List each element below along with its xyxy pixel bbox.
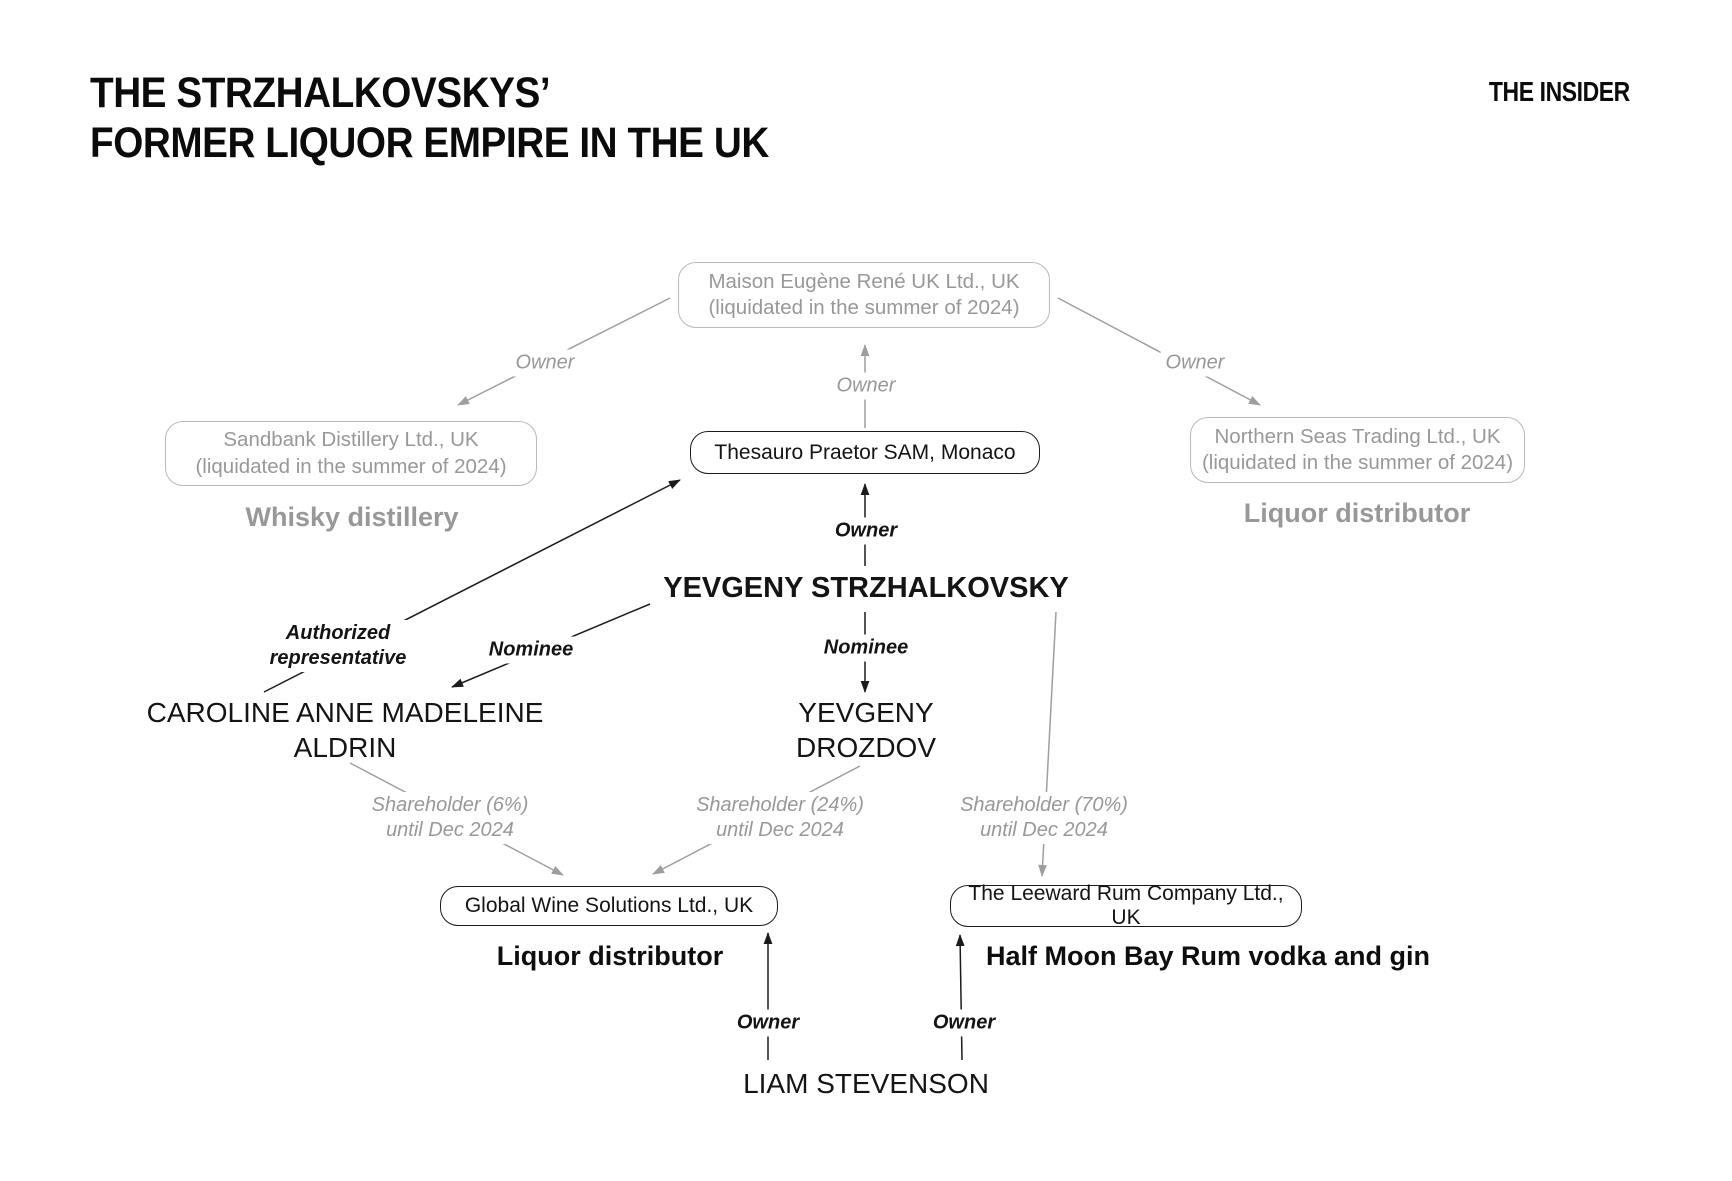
edge-label-shareholder-70-line-1: Shareholder (70%) [960,794,1128,816]
edge-label-owner-stevenson-leeward: Owner [928,1010,1000,1037]
edge-label-shareholder-6-line-2: until Dec 2024 [386,819,514,841]
person-aldrin-line-1: CAROLINE ANNE MADELEINE [146,697,544,728]
node-leeward-rum-company [950,882,1302,929]
page-title-line-1: THE STRZHALKOVSKYS’ [90,69,551,117]
node-thesauro-praetor [690,431,1040,474]
node-thesauro-name: Thesauro Praetor SAM, Monaco [714,440,1016,464]
edge-maison-to-northern [1058,298,1260,405]
node-maison-name: Maison Eugène René UK Ltd., UK [708,269,1020,293]
edge-label-shareholder-24 [691,792,869,844]
edge-label-authorized-representative-line-1: Authorized [285,622,391,644]
node-northern-status: (liquidated in the summer of 2024) [1201,451,1514,474]
edge-label-owner-maison-northern: Owner [1161,350,1230,377]
edge-label-owner-maison-sandbank: Owner [511,350,580,377]
node-sandbank-status: (liquidated in the summer of 2024) [195,454,507,478]
edge-label-shareholder-6-line-1: Shareholder (6%) [371,794,529,816]
caption-liquor-distributor-global: Liquor distributor [496,941,724,971]
edge-label-nominee-drozdov: Nominee [819,635,913,662]
node-sandbank-distillery [165,421,537,486]
edge-label-owner-strzhalkovsky-thesauro: Owner [830,518,902,545]
edge-label-nominee-aldrin: Nominee [484,637,578,664]
page-title-line-2: FORMER LIQUOR EMPIRE IN THE UK [90,119,769,167]
person-aldrin [147,695,544,765]
edge-label-authorized-representative [265,620,412,672]
person-aldrin-line-2: ALDRIN [293,732,397,763]
node-leeward-name: The Leeward Rum Company Ltd., UK [968,882,1284,929]
the-insider-logo: THE INSIDER [1489,76,1630,107]
node-maison-status: (liquidated in the summer of 2024) [708,296,1020,319]
person-drozdov-line-2: DROZDOV [796,732,936,763]
person-strzhalkovsky: YEVGENY STRZHALKOVSKY [663,572,1069,604]
edge-label-shareholder-24-line-2: until Dec 2024 [716,819,844,841]
node-northern-name: Northern Seas Trading Ltd., UK [1214,424,1501,448]
caption-half-moon-bay: Half Moon Bay Rum vodka and gin [985,941,1431,971]
person-drozdov [796,695,936,765]
edge-label-owner-thesauro-maison: Owner [832,373,901,400]
edge-label-authorized-representative-line-2: representative [269,647,407,669]
node-global-wine-name: Global Wine Solutions Ltd., UK [464,894,754,917]
node-maison-eugene-rene [678,262,1050,328]
person-drozdov-line-1: YEVGENY [798,697,934,728]
edge-label-shareholder-70-line-2: until Dec 2024 [980,819,1108,841]
edge-stevenson-to-leeward [960,935,962,1060]
node-sandbank-name: Sandbank Distillery Ltd., UK [223,428,479,451]
edge-label-shareholder-70 [955,792,1133,844]
node-northern-seas [1190,417,1525,483]
person-stevenson: LIAM STEVENSON [743,1068,989,1099]
edge-label-shareholder-24-line-1: Shareholder (24%) [696,794,864,816]
caption-whisky-distillery: Whisky distillery [245,502,459,532]
edge-label-owner-stevenson-global: Owner [732,1010,804,1037]
caption-liquor-distributor-northern: Liquor distributor [1243,498,1471,528]
edge-label-shareholder-6 [367,792,534,844]
node-global-wine-solutions [440,886,778,926]
